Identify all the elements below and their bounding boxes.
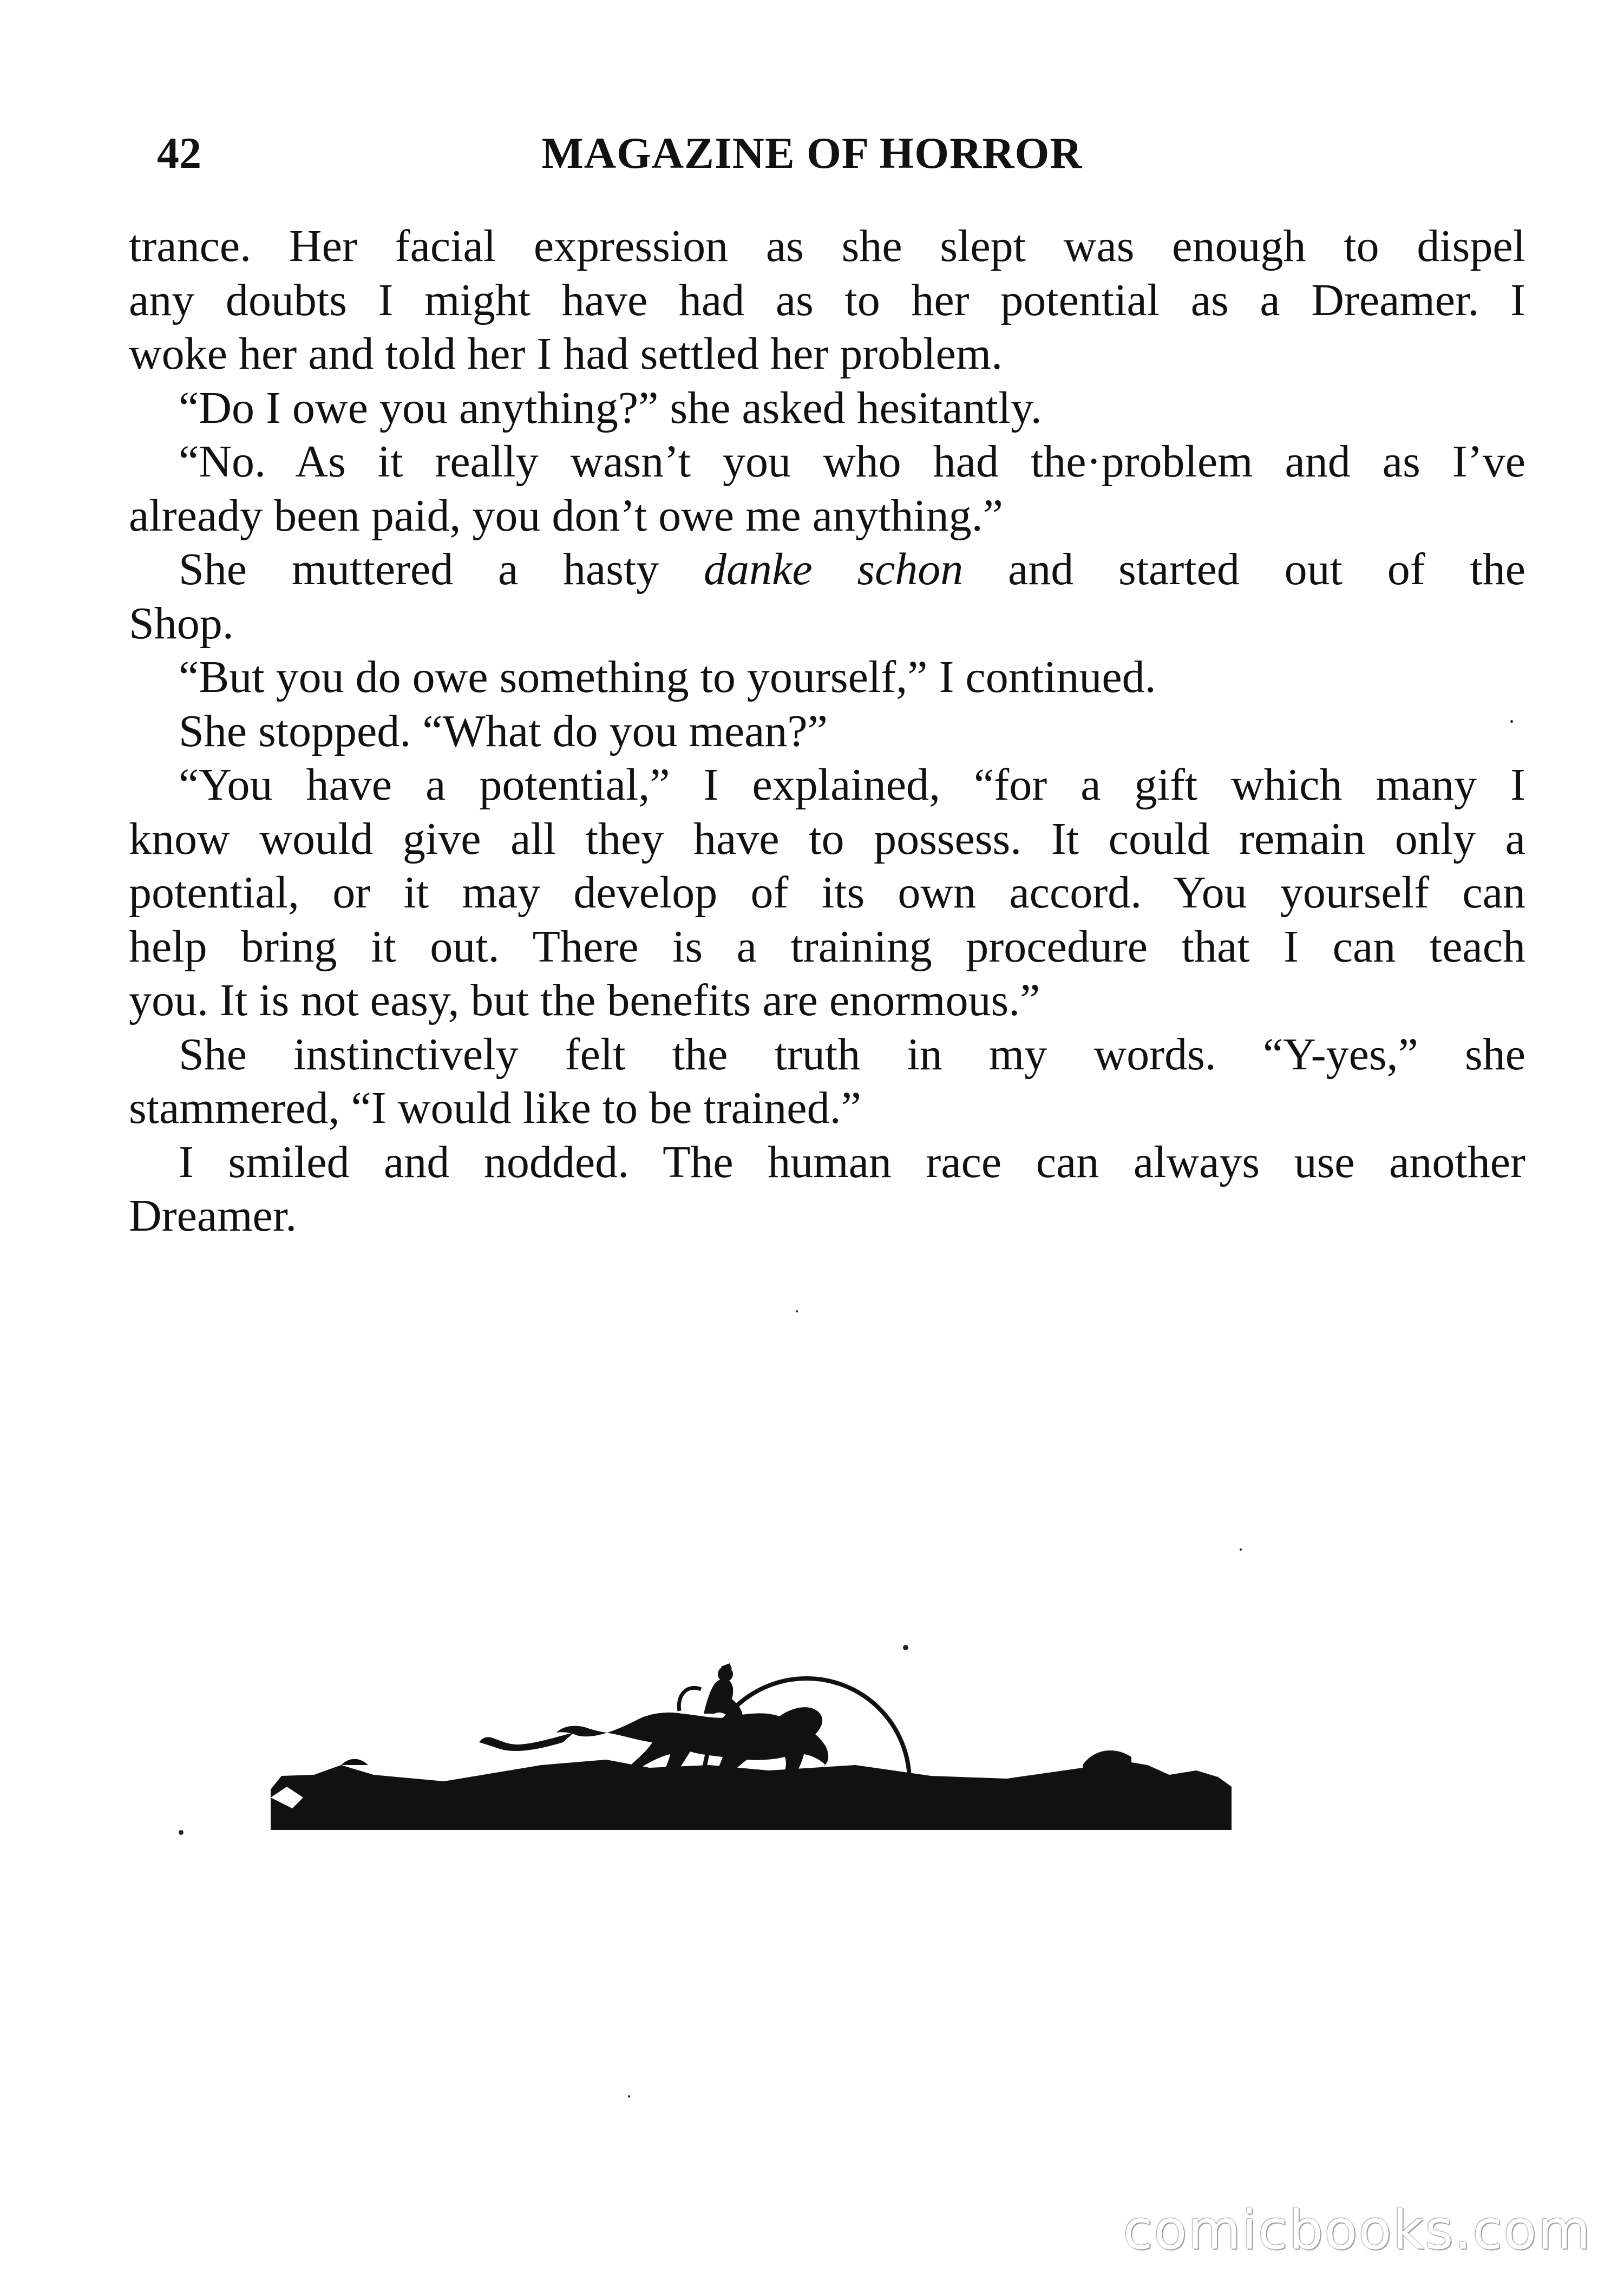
story-text [129,219,1525,1243]
text-line: already been paid, you don’t owe me anything.” [129,490,1003,541]
text-line: She instinctively felt the truth in my words. “Y-yes,” she [179,1029,1525,1080]
ink-speck [903,1645,908,1650]
text-line: you. It is not easy, but the benefits are enormous.” [129,975,1040,1025]
text-line: I smiled and nodded. The human race can always use another [179,1136,1525,1187]
rider-on-beast-silhouette-icon [162,1603,1267,1873]
ink-speck [1510,720,1513,723]
text-line: any doubts I might have had as to her potential as a Dreamer. I [129,275,1525,325]
italic-phrase: danke schon [704,544,964,594]
text-line: trance. Her facial expression as she slept was enough to dispel [129,221,1525,271]
text-line: know would give all they have to possess. It could remain only a [129,813,1525,864]
text-line: “You have a potential,” I explained, “for a gift which many I [179,760,1525,810]
text-line: help bring it out. There is a training procedure that I can teach [129,921,1525,972]
page-header [0,123,1624,183]
text-segment: She muttered a hasty [179,544,659,594]
text-line: She stopped. “What do you mean?” [179,705,828,756]
ink-speck [179,1830,184,1835]
text-line: potential, or it may develop of its own accord. You yourself can [129,867,1525,918]
running-title: MAGAZINE OF HORROR [541,128,1083,178]
ink-speck [796,1310,798,1312]
ink-speck [628,2095,630,2097]
text-line: stammered, “I would like to be trained.” [129,1083,861,1133]
watermark: comicbooks.com [1123,2198,1592,2262]
text-line: “Do I owe you anything?” she asked hesitantly. [179,382,1042,433]
text-line [129,543,1525,597]
text-line: woke her and told her I had settled her problem. [129,329,1003,379]
text-line: Shop. [129,598,234,649]
text-line: Dreamer. [129,1191,297,1241]
ink-speck [1240,1548,1242,1551]
text-line: “But you do owe something to yourself,” I continued. [179,652,1156,702]
text-segment: and started out of the [1008,544,1526,594]
text-line: “No. As it really wasn’t you who had the·problem and as I’ve [179,436,1525,487]
page-number: 42 [157,128,201,178]
